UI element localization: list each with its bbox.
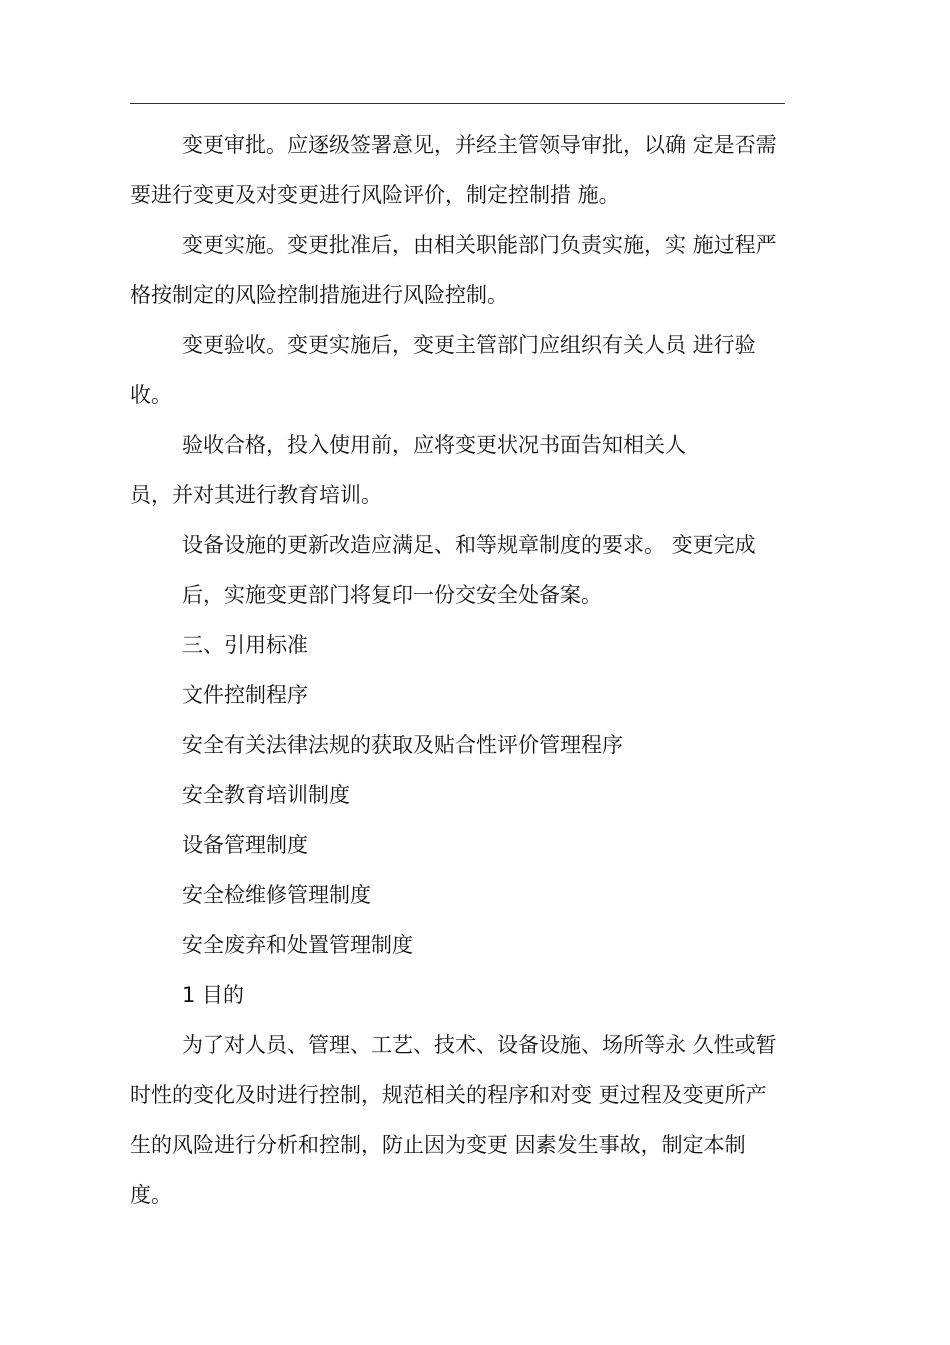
paragraph-equipment-renewal: 设备设施的更新改造应满足、和等规章制度的要求。 变更完成后，实施变更部门将复印一份交安全处备案。 [182, 533, 756, 607]
section-heading-references: 三、引用标准 [182, 633, 308, 657]
reference-item: 安全废弃和处置管理制度 [182, 933, 413, 957]
paragraph-acceptance-qualified: 验收合格，投入使用前，应将变更状况书面告知相关人员，并对其进行教育培训。 [130, 433, 686, 507]
purpose-heading: 1 目的 [182, 983, 245, 1007]
header-rule [130, 103, 785, 104]
document-body [130, 120, 785, 1220]
paragraph-change-acceptance: 变更验收。变更实施后，变更主管部门应组织有关人员 进行验收。 [130, 333, 756, 407]
reference-item: 设备管理制度 [182, 833, 308, 857]
paragraph-change-implementation: 变更实施。变更批准后，由相关职能部门负责实施，实 施过程严格按制定的风险控制措施进行风险控制。 [130, 233, 777, 307]
purpose-paragraph: 为了对人员、管理、工艺、技术、设备设施、场所等永 久性或暂时性的变化及时进行控制，规范相关的程序和对变 更过程及变更所产生的风险进行分析和控制，防止因为变更 因素发生事故，制定本制度。 [130, 1033, 777, 1207]
paragraph-change-approval: 变更审批。应逐级签署意见，并经主管领导审批，以确 定是否需要进行变更及对变更进行风险评价，制定控制措 施。 [130, 133, 777, 207]
reference-item: 安全检维修管理制度 [182, 883, 371, 907]
reference-item: 安全教育培训制度 [182, 783, 350, 807]
reference-item: 文件控制程序 [182, 683, 308, 707]
reference-item: 安全有关法律法规的获取及贴合性评价管理程序 [182, 733, 623, 757]
